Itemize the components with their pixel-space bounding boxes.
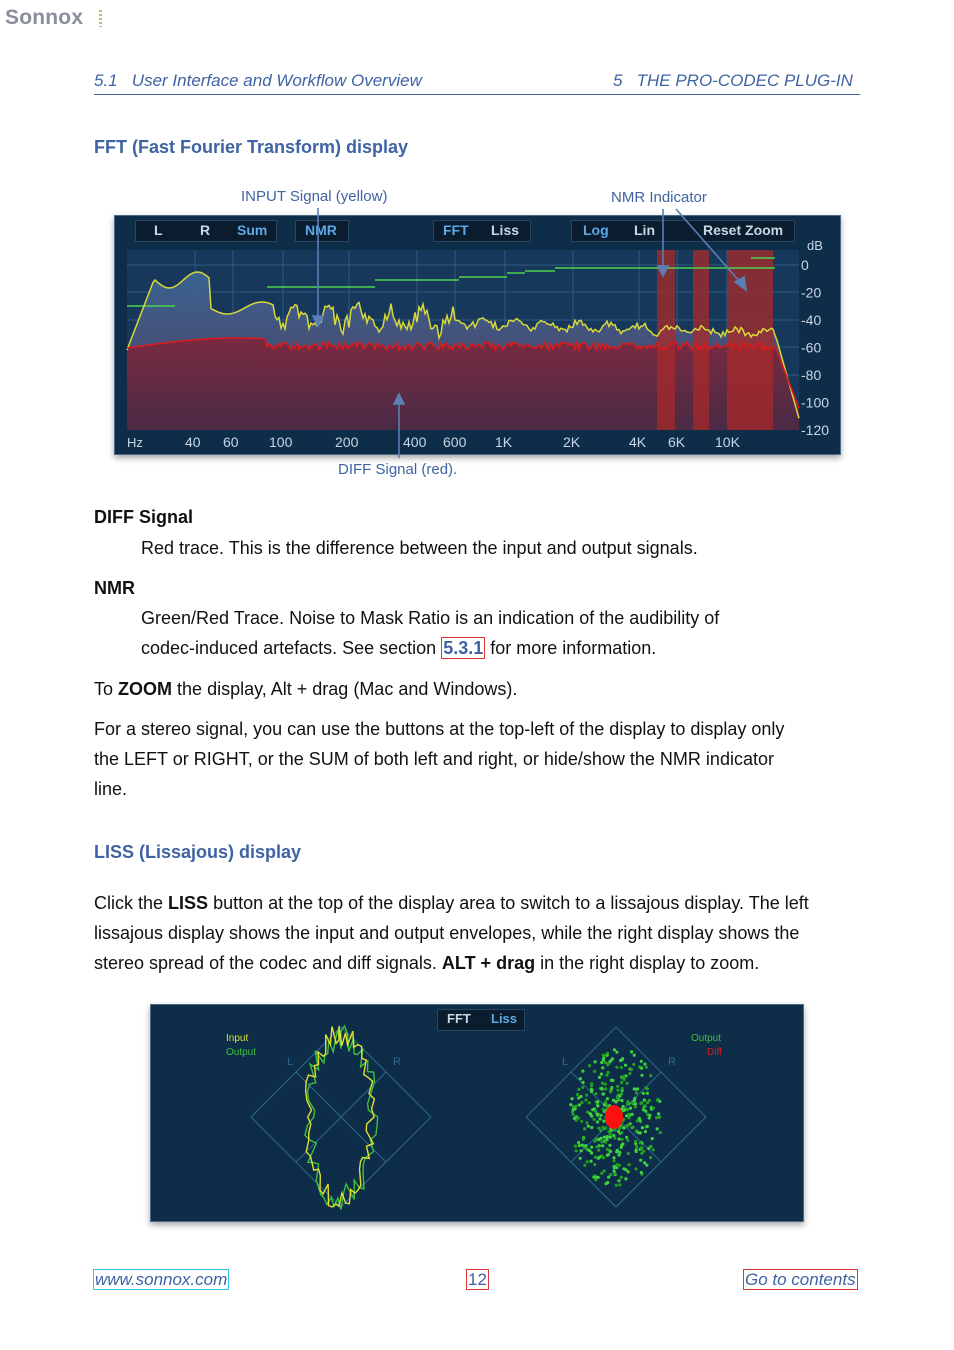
liss-plots [151,1005,803,1221]
db-tick-label: -40 [801,312,822,328]
callout-nmr-indicator: NMR Indicator [611,189,707,206]
stereo-line2: the LEFT or RIGHT, or the SUM of both left and right, or hide/show the NMR indicator [94,749,774,769]
stereo-paragraph [94,714,874,804]
callout-diff-signal: DIFF Signal (red). [338,461,458,478]
callout-input-signal: INPUT Signal (yellow) [241,188,388,205]
liss-right-output-legend: Output [691,1033,722,1044]
diff-signal-description: Red trace. This is the difference between the input and output signals. [141,538,698,558]
nmr-text-pre: codec-induced artefacts. See section [141,638,437,658]
hz-tick-label: 10K [715,434,740,450]
hz-tick-label: 100 [269,434,293,450]
db-tick-label: 0 [801,257,809,273]
zoom-post: the display, Alt + drag (Mac and Windows). [177,679,518,699]
left-liss-grid [251,1027,431,1207]
hz-tick-label: 600 [443,434,467,450]
sonnox-logo: Sonnox [5,6,84,29]
liss-display-panel [150,1004,804,1222]
diff-spread-blob [605,1105,623,1129]
diff-signal-term: DIFF Signal [94,507,193,527]
liss-panel-fft-button[interactable]: FFT [447,1011,471,1026]
liss-line1: Click the LISS button at the top of the display area to switch to a lissajous display. The left [94,893,809,913]
right-channel-button[interactable]: R [200,222,211,238]
lin-button[interactable]: Lin [634,222,655,238]
reset-zoom-button[interactable]: Reset Zoom [703,222,784,238]
liss-left-input-legend: Input [226,1033,249,1044]
db-tick-label: -60 [801,339,822,356]
zoom-pre: To [94,679,114,699]
nmr-description-line2 [141,633,656,663]
footer-page-number[interactable]: 12 [468,1270,487,1289]
db-tick-label: -100 [801,394,830,411]
hz-unit-label: Hz [127,435,143,450]
left-liss-r-label: R [393,1056,401,1068]
nmr-term: NMR [94,578,135,598]
nmr-description-line1: Green/Red Trace. Noise to Mask Ratio is an indication of the audibility of [141,608,720,628]
left-channel-button[interactable]: L [154,222,163,238]
header-section-title: 5.1 User Interface and Workflow Overview [94,71,422,90]
zoom-bold: ZOOM [118,679,173,699]
zoom-paragraph [94,674,517,704]
right-liss-r-label: R [668,1056,676,1068]
fft-button[interactable]: FFT [443,222,469,238]
right-liss-l-label: L [562,1056,569,1068]
liss-line3: stereo spread of the codec and diff signals. ALT + drag in the right display to zoom. [94,953,760,973]
hz-tick-label: 4K [629,434,647,450]
db-tick-label: -120 [801,422,830,438]
nmr-text-post: for more information. [490,638,657,658]
callout-arrows [0,0,954,500]
nmr-button[interactable]: NMR [305,222,337,238]
fft-heading: FFT (Fast Fourier Transform) display [94,137,409,157]
left-liss-l-label: L [287,1056,294,1068]
liss-button[interactable]: Liss [491,222,520,238]
db-tick-label: -80 [801,367,822,383]
hz-tick-label: 6K [668,434,686,450]
hz-tick-label: 2K [563,434,581,450]
stereo-line3: line. [94,779,128,799]
sum-button[interactable]: Sum [237,222,268,238]
liss-left-output-legend: Output [226,1047,257,1058]
liss-right-diff-legend: Diff [707,1047,722,1058]
log-button[interactable]: Log [583,222,609,238]
footer-contents-link[interactable]: Go to contents [745,1270,856,1289]
liss-panel-liss-button[interactable]: Liss [491,1011,518,1026]
footer-website-link[interactable]: www.sonnox.com [95,1270,228,1289]
hz-tick-label: 40 [185,434,201,450]
header-chapter-title: 5 THE PRO-CODEC PLUG-IN [613,71,853,90]
liss-line2: lissajous display shows the input and output envelopes, while the right display shows the [94,923,800,943]
liss-heading: LISS (Lissajous) display [94,842,302,862]
db-unit-label: dB [807,238,823,253]
liss-paragraph [94,888,874,978]
hz-tick-label: 60 [223,434,239,450]
hz-tick-label: 200 [335,434,359,450]
stereo-line1: For a stereo signal, you can use the buttons at the top-left of the display to display only [94,719,785,739]
section-5-3-1-link[interactable]: 5.3.1 [443,638,484,658]
db-tick-label: -20 [801,284,822,301]
hz-tick-label: 1K [495,434,513,450]
hz-tick-label: 400 [403,434,427,450]
